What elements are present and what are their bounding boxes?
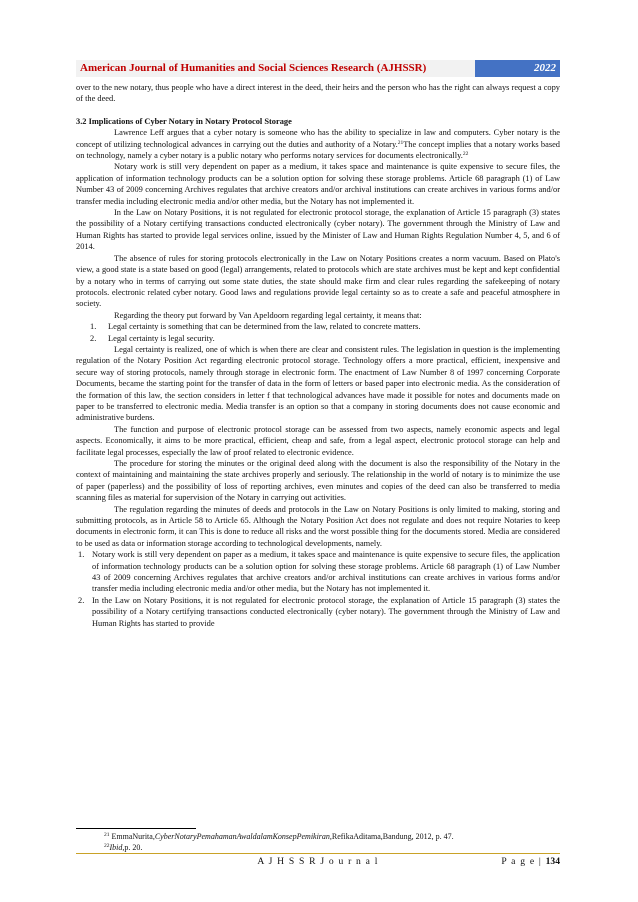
footnote-title: Ibid: [109, 842, 123, 852]
footnote-divider: [76, 828, 196, 829]
paragraph-norm-vacuum: The absence of rules for storing protocols electronically in the Law on Notary Positions creates a norm vacuum. Based on Plato's view, a good state is a state based on good (legal) arrangements, related to protocols which are state archives must be kept and kept confidential by a notary who in terms of carrying out some state duties, the state should make firm and clear rules regarding the safekeeping of notary protocols. electronic related cyber notary. Good laws and regulations provide legal certainty so as to create a safe and peaceful atmosphere in society.: [76, 253, 560, 309]
footnote-number: 21: [104, 832, 110, 838]
footnote-ref[interactable]: 21: [397, 139, 404, 146]
paragraph-cyber-notary: [76, 127, 560, 161]
footnote-title: CyberNotaryPemahamanAwaldalamKonsepPemikiran: [154, 832, 330, 841]
list-item: [76, 595, 560, 629]
journal-title: American Journal of Humanities and Social Sciences Research (AJHSSR): [76, 60, 475, 77]
page-label: P a g e |: [501, 856, 542, 867]
paragraph-regulation: The regulation regarding the minutes of deeds and protocols in the Law on Notary Positions is only limited to making, storing and submitting protocols, as in Article 58 to Article 65. Although the Notary Position Act does not regulate and does not require Notaries to keep documents in electronic form, it can This is done to reduce all risks and the worst possible thing for the documents stored. Media are considered to be used as data or information storage according to technological developments, namely.: [76, 504, 560, 548]
footer-journal: A J H S S R J o u r n a l: [257, 856, 379, 867]
paragraph-paper-medium: Notary work is still very dependent on paper as a medium, it takes space and maintenance is quite expensive to secure files, the application of information technology products can be a solution option for solving these storage problems. Article 68 paragraph (1) of Law Number 43 of 2009 concerning Archives regulates that archive creators and/or archival institutions can create archives in various forms and/or transfer media including electronic media and/or other media, but the Notary has not implemented it.: [76, 162, 560, 206]
page-footer: [76, 853, 560, 867]
section-heading: 3.2 Implications of Cyber Notary in Notary Protocol Storage: [76, 116, 292, 126]
list-number: 2.: [78, 595, 85, 605]
paragraph-intro: over to the new notary, thus people who have a direct interest in the deed, their heirs and the person who has the right can always request a copy of the deed.: [76, 83, 560, 104]
journal-year: 2022: [475, 60, 560, 77]
legal-certainty-list: [76, 321, 560, 344]
paragraph-legal-certainty: Legal certainty is realized, one of which is when there are clear and consistent rules. The legislation in question is the implementing regulation of the Notary Position Act regarding electronic protocol storage. Technology offers a more practical, efficient, inexpensive and secure way of storing protocols, namely through storage in electronic form. The enactment of Law Number 8 of 1997 concerning Corporate Documents, became the starting point for the transfer of data in the form of letters or based paper into electronic media. As the consideration of the formation of this law, the section considers in letter f that technological advances have made it possible for notes and documents made on paper to be transferred to electronic media. Media transfer is an option so that a company in storing documents does not cause economic and administrative burdens.: [76, 344, 560, 423]
list-text: Legal certainty is something that can be determined from the law, related to concrete matters.: [108, 322, 421, 332]
list-item: [76, 333, 560, 344]
paragraph-procedure: The procedure for storing the minutes or the original deed along with the document is also the responsibility of the Notary in the context of maintaining and maintaining the state archives properly and seriously. The relationship in the world of notary is to minimize the use of paper (paperless) and the possibility of loss of reporting archives, even minutes and copies of the deed can also be transferred to media scanning files as material for supervision of the Notary in carrying out activities.: [76, 459, 560, 503]
list-item: [76, 549, 560, 595]
list-item: [76, 321, 560, 332]
footnote-ref[interactable]: 22: [462, 151, 469, 158]
paragraph-text: The concept implies that a notary works based on technology, namely a cyber notary is a public notary who performs notary services for documents electronically.: [76, 139, 560, 161]
footnote-author: EmmaNurita,: [111, 832, 155, 841]
footnote-rest: ,p. 20.: [122, 842, 143, 852]
footnotes: [76, 828, 560, 853]
footnote: [76, 832, 560, 843]
media-list: [76, 549, 560, 629]
list-number: 1.: [78, 550, 85, 560]
list-number: 1.: [90, 322, 97, 332]
list-text: Legal certainty is legal security.: [108, 333, 215, 343]
footnote-number: 22: [104, 842, 110, 849]
footnote-rest: ,RefikaAditama,Bandung, 2012, p. 47.: [329, 832, 454, 841]
article-body: [76, 82, 560, 629]
paragraph-text: Lawrence Leff argues that a cyber notary is someone who has the ability to specialize in law and computers. Cyber notary is the concept of utilizing technological advances in carrying out the duties and authority of a Notary.: [76, 128, 560, 149]
page-number: 134: [545, 856, 560, 867]
running-header: [76, 60, 560, 77]
list-text: Notary work is still very dependent on paper as a medium, it takes space and maintenance is quite expensive to secure files, the application of information technology products can be a solution option for solving these storage problems. Article 68 paragraph (1) of Law Number 43 of 2009 concerning Archives regulates that archive creators and/or archival institutions can create archives in various forms and/or transfer media including electronic media and/or other media, but the Notary has not implemented it.: [92, 550, 560, 594]
paragraph-van-apeldoorn: Regarding the theory put forward by Van Apeldoorn regarding legal certainty, it means that:: [114, 310, 422, 320]
footnote: [76, 843, 560, 854]
paragraph-function-purpose: The function and purpose of electronic protocol storage can be assessed from two aspects, namely economic aspects and legal aspects. Economically, it aims to be more practical, efficient, cheap and safe, from a legal aspect, electronic protocol storage can help and facilitate legal processes, especially the law of proof related to electronic evidence.: [76, 424, 560, 457]
paragraph-law-notary: In the Law on Notary Positions, it is not regulated for electronic protocol storage, the explanation of Article 15 paragraph (3) states the possibility of a Notary certifying transactions conducted electronically (cyber notary). The government through the Ministry of Law and Human Rights has started to provide legal services online, issued by the Minister of Law and Human Rights Regulation Number 4, 5, and 6 of 2014.: [76, 208, 560, 252]
list-number: 2.: [90, 333, 97, 343]
list-text: In the Law on Notary Positions, it is not regulated for electronic protocol storage, the explanation of Article 15 paragraph (3) states the possibility of a Notary certifying transactions conducted electronically (cyber notary). The government through the Ministry of Law and Human Rights has started to provide: [92, 595, 560, 628]
